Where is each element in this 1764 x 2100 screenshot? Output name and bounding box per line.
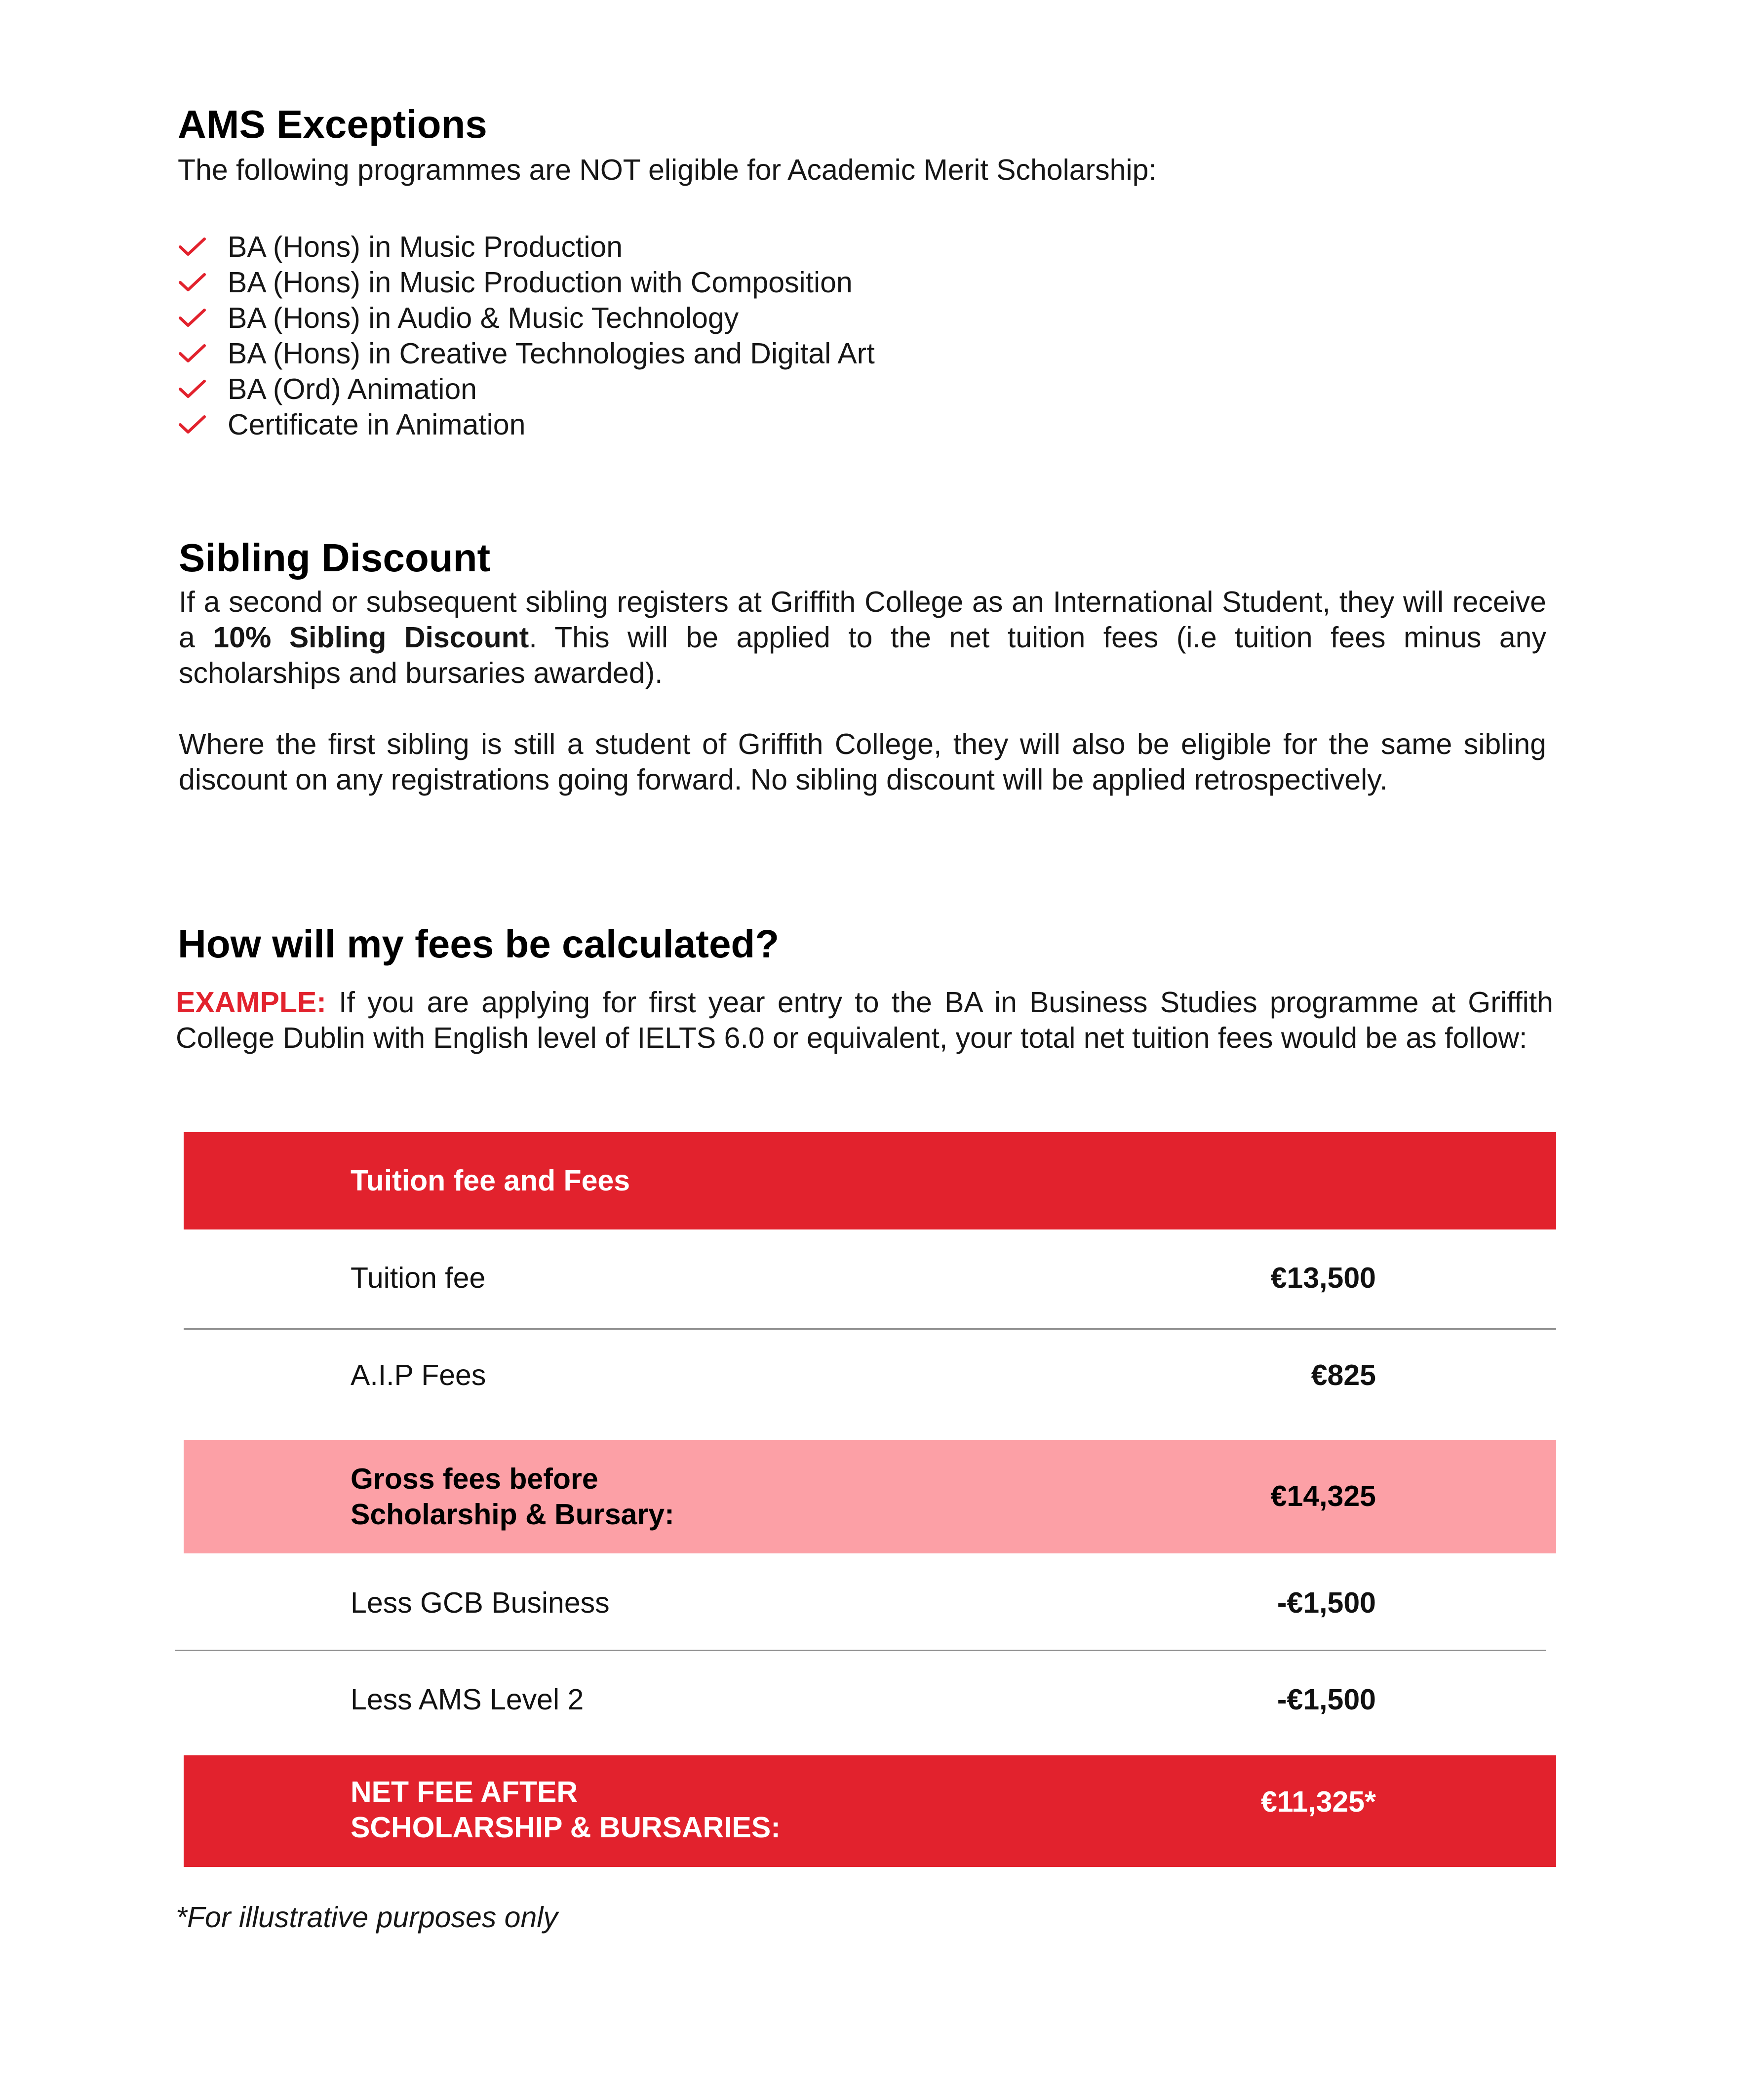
list-item (179, 407, 875, 442)
net-fee-label-line-2: SCHOLARSHIP & BURSARIES: (351, 1811, 781, 1844)
tuition-fee-label: Tuition fee (351, 1262, 486, 1294)
net-fee-label (351, 1774, 781, 1845)
check-icon (179, 415, 206, 435)
check-icon (179, 379, 206, 399)
list-item-text: BA (Hons) in Audio & Music Technology (228, 302, 739, 334)
sibling-discount-highlight: 10% Sibling Discount (213, 621, 529, 654)
fees-example-paragraph (176, 985, 1553, 1056)
table-header-row (184, 1132, 1556, 1229)
list-item-text: BA (Hons) in Music Production (228, 231, 623, 263)
table-header-label: Tuition fee and Fees (351, 1164, 630, 1197)
aip-fees-label: A.I.P Fees (351, 1359, 486, 1391)
list-item-text: Certificate in Animation (228, 408, 526, 441)
net-fee-value: €11,325* (1261, 1785, 1376, 1818)
net-fee-label-line-1: NET FEE AFTER (351, 1776, 578, 1808)
gcb-label: Less GCB Business (351, 1586, 610, 1619)
table-row-ams (184, 1651, 1556, 1750)
table-row-net (184, 1755, 1556, 1867)
tuition-fee-value: €13,500 (1270, 1262, 1376, 1294)
fees-title: How will my fees be calculated? (178, 922, 780, 966)
gross-fees-label (351, 1461, 674, 1532)
list-item-text: BA (Ord) Animation (228, 373, 477, 405)
sibling-p1-before: If a second or subsequent sibling registers at Griffith College as an International Student, they will receive a (179, 586, 1546, 654)
check-icon (179, 237, 206, 257)
check-icon (179, 344, 206, 363)
gross-fees-label-line-1: Gross fees before (351, 1463, 598, 1495)
ams-exceptions-list (179, 229, 875, 442)
gross-fees-label-line-2: Scholarship & Bursary: (351, 1498, 674, 1531)
table-row-tuition (184, 1229, 1556, 1327)
sibling-p1-after: . This will be applied to the net tuition fees (i.e tuition fees minus any scholarships and bursaries awarded). (179, 621, 1546, 689)
sibling-title: Sibling Discount (179, 536, 491, 580)
ams-level-label: Less AMS Level 2 (351, 1683, 584, 1716)
check-icon (179, 308, 206, 328)
table-row-aip (184, 1330, 1556, 1440)
example-label: EXAMPLE: (176, 986, 326, 1019)
list-item (179, 336, 875, 371)
list-item-text: BA (Hons) in Creative Technologies and Digital Art (228, 337, 875, 370)
table-row-gcb (184, 1553, 1556, 1652)
sibling-paragraph-2: Where the first sibling is still a student of Griffith College, they will also be eligible for the same sibling discount on any registrations going forward. No sibling discount will be applied retrospectively. (179, 728, 1546, 796)
ams-title: AMS Exceptions (178, 102, 487, 146)
list-item (179, 229, 875, 265)
gcb-value: -€1,500 (1277, 1586, 1376, 1619)
ams-level-value: -€1,500 (1277, 1683, 1376, 1716)
list-item (179, 371, 875, 407)
table-row-gross (184, 1440, 1556, 1553)
footnote: *For illustrative purposes only (176, 1901, 558, 1934)
check-icon (179, 273, 206, 292)
list-item (179, 300, 875, 336)
gross-fees-value: €14,325 (1270, 1480, 1376, 1512)
list-item-text: BA (Hons) in Music Production with Composition (228, 266, 853, 299)
ams-intro: The following programmes are NOT eligible for Academic Merit Scholarship: (178, 154, 1157, 186)
sibling-paragraph-1 (179, 584, 1546, 691)
example-text: If you are applying for first year entry to the BA in Business Studies programme at Griffith College Dublin with English level of IELTS 6.0 or equivalent, your total net tuition fees would be as follow: (176, 986, 1553, 1054)
aip-fees-value: €825 (1311, 1359, 1376, 1391)
list-item (179, 265, 875, 300)
